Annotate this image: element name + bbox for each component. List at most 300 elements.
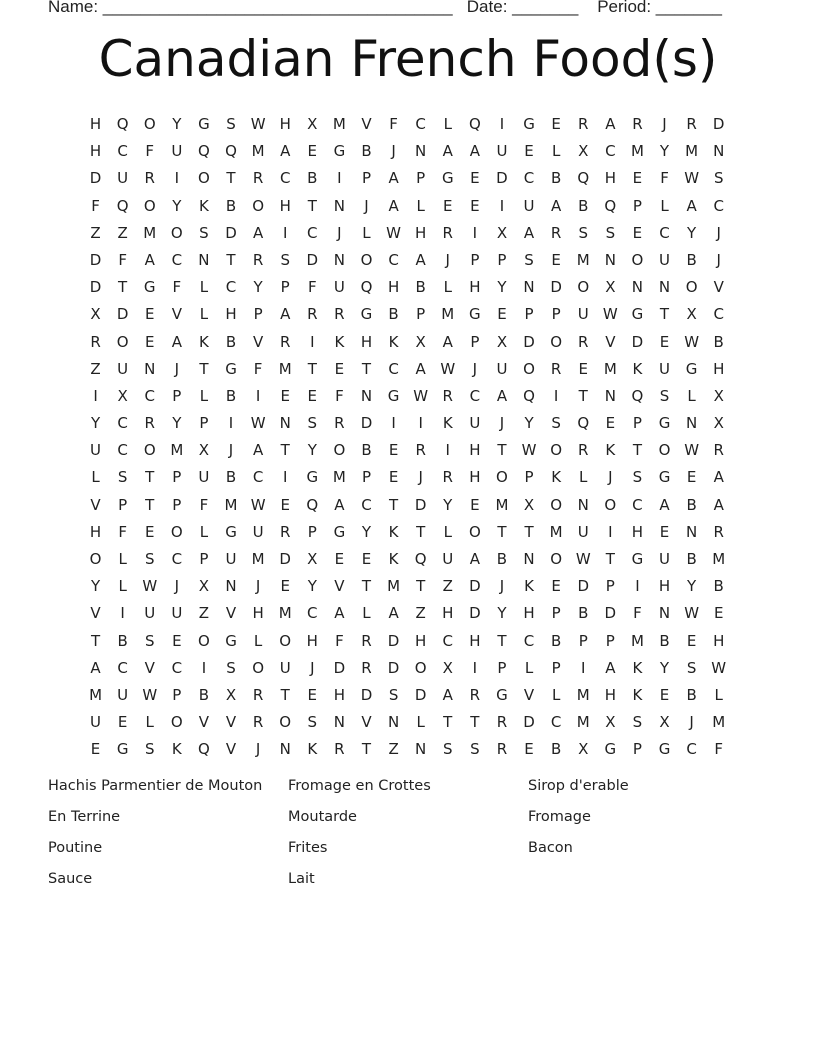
grid-letter: E <box>307 386 318 405</box>
grid-letter: R <box>334 305 345 324</box>
grid-letter: O <box>333 441 346 460</box>
grid-letter: A <box>496 386 508 405</box>
grid-letter: H <box>279 115 291 133</box>
grid-letter: B <box>686 250 697 269</box>
grid-letter: M <box>224 495 238 514</box>
grid-letter: E <box>632 169 643 188</box>
grid-letter: T <box>416 577 426 596</box>
grid-letter: U <box>171 604 183 623</box>
grid-letter: C <box>415 115 426 133</box>
grid-letter: V <box>713 278 724 297</box>
grid-letter: E <box>578 359 588 378</box>
grid-letter: S <box>144 631 155 650</box>
grid-letter: O <box>89 550 102 568</box>
grid-letter: C <box>117 658 128 677</box>
grid-letter: P <box>470 250 480 269</box>
grid-letter: K <box>524 577 534 596</box>
grid-letter: N <box>658 604 671 623</box>
grid-letter: O <box>468 522 481 541</box>
grid-letter: O <box>414 658 427 677</box>
grid-letter: N <box>604 386 616 405</box>
grid-row <box>82 386 732 413</box>
grid-letter: R <box>252 685 264 704</box>
grid-letter: M <box>549 522 563 541</box>
grid-letter: I <box>310 332 315 351</box>
grid-letter: Z <box>442 577 453 596</box>
grid-letter: R <box>442 386 453 405</box>
grid-letter: C <box>713 305 724 324</box>
grid-letter: I <box>282 468 288 487</box>
grid-letter: L <box>551 142 561 161</box>
grid-letter: C <box>388 359 399 378</box>
grid-letter: P <box>551 604 561 623</box>
grid-letter: E <box>632 223 643 242</box>
grid-letter: C <box>523 169 535 188</box>
grid-letter: Q <box>604 196 617 215</box>
grid-letter: J <box>391 142 396 161</box>
grid-letter: E <box>659 685 670 704</box>
grid-letter: R <box>361 658 372 677</box>
grid-letter: S <box>551 414 561 433</box>
grid-letter: B <box>686 550 697 568</box>
word-list <box>48 778 788 902</box>
grid-letter: T <box>388 495 399 514</box>
grid-letter: V <box>605 332 616 351</box>
grid-letter: U <box>659 359 670 378</box>
grid-letter: P <box>172 468 182 487</box>
grid-letter: X <box>117 386 128 405</box>
grid-letter: Q <box>468 115 481 133</box>
grid-letter: T <box>497 631 507 650</box>
grid-letter: C <box>388 250 399 269</box>
grid-letter: W <box>684 604 700 623</box>
grid-letter: A <box>442 142 453 161</box>
grid-letter: P <box>172 495 182 514</box>
grid-letter: A <box>90 658 101 677</box>
grid-letter: R <box>361 631 372 650</box>
grid-letter: E <box>144 332 155 351</box>
grid-letter: A <box>415 359 426 378</box>
grid-letter: C <box>171 658 183 677</box>
grid-letter: X <box>442 658 453 677</box>
grid-letter: W <box>250 414 266 433</box>
grid-letter: E <box>90 740 101 759</box>
grid-letter: Q <box>198 142 210 161</box>
grid-letter: Q <box>116 196 129 215</box>
grid-letter: E <box>470 196 480 215</box>
grid-letter: T <box>659 305 670 324</box>
grid-letter: J <box>364 196 369 215</box>
grid-row <box>82 712 732 739</box>
grid-letter: L <box>579 468 588 487</box>
grid-letter: W <box>684 441 700 460</box>
grid-letter: M <box>251 142 265 161</box>
grid-letter: K <box>388 332 399 351</box>
grid-letter: F <box>307 278 317 297</box>
grid-letter: Y <box>307 441 317 460</box>
grid-letter: F <box>145 142 155 161</box>
grid-letter: R <box>252 713 264 732</box>
grid-letter: K <box>388 550 399 568</box>
grid-letter: R <box>550 359 562 378</box>
grid-letter: P <box>280 278 290 297</box>
grid-letter: T <box>307 359 317 378</box>
grid-letter: Q <box>631 386 644 405</box>
grid-letter: B <box>550 631 562 650</box>
grid-letter: M <box>332 115 346 133</box>
grid-letter: G <box>658 468 671 487</box>
grid-letter: R <box>334 740 345 759</box>
grid-letter: B <box>225 386 237 405</box>
grid-letter: X <box>605 278 616 297</box>
grid-letter: D <box>414 685 427 704</box>
grid-letter: G <box>523 115 535 133</box>
grid-letter: X <box>713 386 724 405</box>
grid-letter: C <box>252 468 264 487</box>
grid-letter: E <box>470 495 480 514</box>
grid-letter: S <box>578 223 588 242</box>
grid-letter: C <box>117 142 128 161</box>
grid-letter: D <box>116 305 129 324</box>
grid-letter: B <box>361 441 372 460</box>
grid-letter: N <box>333 196 345 215</box>
grid-row <box>82 304 732 331</box>
grid-letter: E <box>144 522 155 541</box>
grid-letter: W <box>521 441 537 460</box>
grid-letter: L <box>443 115 452 133</box>
grid-letter: Y <box>443 495 453 514</box>
grid-letter: U <box>659 550 670 568</box>
grid-letter: P <box>199 414 209 433</box>
grid-letter: A <box>659 495 670 514</box>
grid-letter: R <box>686 115 697 133</box>
grid-letter: W <box>386 223 401 242</box>
grid-letter: V <box>90 604 101 623</box>
grid-row <box>82 168 732 195</box>
grid-letter: Q <box>414 550 427 568</box>
grid-letter: T <box>497 522 507 541</box>
grid-letter: N <box>631 278 644 297</box>
grid-letter: O <box>143 115 156 133</box>
grid-letter: D <box>387 658 400 677</box>
grid-letter: E <box>388 468 399 487</box>
grid-letter: R <box>442 468 453 487</box>
grid-letter: Y <box>687 223 697 242</box>
grid-letter: E <box>280 577 290 596</box>
grid-letter: S <box>524 250 534 269</box>
grid-letter: B <box>361 142 372 161</box>
grid-letter: I <box>581 658 586 677</box>
grid-letter: T <box>632 441 642 460</box>
grid-letter: B <box>117 631 128 650</box>
grid-letter: C <box>659 223 670 242</box>
grid-letter: U <box>117 359 129 378</box>
grid-letter: S <box>632 468 643 487</box>
grid-letter: P <box>551 658 561 677</box>
grid-letter: X <box>523 495 535 514</box>
grid-letter: W <box>250 495 266 514</box>
grid-letter: V <box>361 713 372 732</box>
grid-letter: U <box>577 305 589 324</box>
grid-row <box>82 576 732 603</box>
grid-row <box>82 685 732 712</box>
grid-letter: D <box>469 577 481 596</box>
grid-letter: H <box>252 604 264 623</box>
grid-letter: D <box>279 550 291 568</box>
grid-letter: A <box>469 550 480 568</box>
grid-letter: E <box>686 631 697 650</box>
grid-letter: S <box>713 169 724 188</box>
grid-letter: M <box>712 713 726 732</box>
grid-letter: I <box>553 386 559 405</box>
grid-row <box>82 359 732 386</box>
grid-letter: B <box>198 685 210 704</box>
grid-letter: E <box>117 713 128 732</box>
grid-letter: T <box>199 359 209 378</box>
grid-row <box>82 332 732 359</box>
grid-letter: K <box>442 414 453 433</box>
grid-letter: L <box>714 685 723 704</box>
grid-letter: S <box>307 713 318 732</box>
grid-letter: G <box>306 468 319 487</box>
grid-letter: U <box>577 522 589 541</box>
grid-letter: N <box>713 142 725 161</box>
grid-letter: J <box>716 223 721 242</box>
grid-letter: O <box>252 658 265 677</box>
grid-letter: E <box>172 631 182 650</box>
grid-letter: H <box>604 169 616 188</box>
grid-letter: O <box>523 359 535 378</box>
grid-letter: H <box>415 223 427 242</box>
grid-row <box>82 631 732 658</box>
grid-letter: T <box>145 495 155 514</box>
grid-letter: A <box>415 250 426 269</box>
grid-letter: G <box>685 359 698 378</box>
grid-letter: U <box>117 169 129 188</box>
word-list-item: Sirop d'erable <box>528 778 629 794</box>
grid-letter: Q <box>116 115 129 133</box>
grid-letter: M <box>441 305 455 324</box>
grid-letter: Y <box>687 577 697 596</box>
grid-letter: C <box>686 740 697 759</box>
grid-letter: K <box>605 441 616 460</box>
grid-row <box>82 223 732 250</box>
grid-letter: G <box>225 631 237 650</box>
grid-letter: E <box>280 495 290 514</box>
grid-letter: A <box>388 196 399 215</box>
grid-letter: A <box>713 495 724 514</box>
grid-letter: V <box>523 685 535 704</box>
grid-letter: P <box>361 169 371 188</box>
grid-letter: P <box>524 468 534 487</box>
grid-letter: N <box>279 414 291 433</box>
grid-letter: C <box>117 441 128 460</box>
grid-letter: Y <box>659 658 670 677</box>
grid-letter: X <box>198 577 210 596</box>
grid-letter: D <box>631 332 644 351</box>
grid-letter: O <box>550 332 563 351</box>
grid-letter: E <box>470 169 480 188</box>
grid-letter: O <box>198 631 210 650</box>
word-list-item: En Terrine <box>48 809 121 825</box>
grid-letter: U <box>144 604 156 623</box>
grid-letter: F <box>91 196 100 215</box>
grid-letter: B <box>713 577 724 596</box>
grid-letter: R <box>578 332 589 351</box>
grid-letter: Y <box>172 196 182 215</box>
grid-letter: I <box>228 414 234 433</box>
grid-letter: P <box>416 305 426 324</box>
grid-letter: E <box>144 305 155 324</box>
grid-letter: R <box>279 332 291 351</box>
grid-letter: A <box>605 115 616 133</box>
grid-letter: Y <box>307 577 317 596</box>
grid-letter: M <box>712 550 726 568</box>
grid-letter: E <box>551 115 561 133</box>
grid-letter: O <box>550 550 563 568</box>
grid-letter: Q <box>360 278 373 297</box>
grid-letter: B <box>550 740 562 759</box>
grid-letter: Q <box>577 414 590 433</box>
grid-letter: I <box>499 196 505 215</box>
grid-letter: T <box>443 713 453 732</box>
grid-letter: H <box>442 604 454 623</box>
grid-letter: U <box>171 142 183 161</box>
grid-letter: A <box>388 169 399 188</box>
grid-letter: I <box>120 604 125 623</box>
grid-letter: A <box>551 196 562 215</box>
grid-letter: M <box>251 550 265 568</box>
grid-letter: T <box>145 468 155 487</box>
grid-letter: Q <box>523 386 535 405</box>
grid-letter: T <box>280 685 290 704</box>
grid-letter: P <box>578 631 588 650</box>
grid-letter: P <box>199 550 209 568</box>
grid-letter: P <box>361 468 371 487</box>
grid-letter: B <box>659 631 670 650</box>
grid-letter: L <box>145 713 154 732</box>
word-list-item: Moutarde <box>288 809 357 825</box>
grid-letter: B <box>578 196 589 215</box>
grid-row <box>82 196 732 223</box>
grid-letter: T <box>470 713 480 732</box>
grid-letter: N <box>279 740 291 759</box>
grid-letter: B <box>307 169 318 188</box>
grid-row <box>82 658 732 685</box>
grid-letter: W <box>575 550 591 568</box>
grid-letter: C <box>171 550 183 568</box>
grid-letter: L <box>199 305 209 324</box>
grid-letter: S <box>659 386 670 405</box>
grid-letter: M <box>630 631 644 650</box>
grid-letter: Y <box>659 142 670 161</box>
grid-letter: O <box>279 713 292 732</box>
grid-letter: N <box>360 386 373 405</box>
grid-letter: Y <box>524 414 534 433</box>
grid-letter: E <box>280 386 290 405</box>
grid-letter: L <box>551 685 561 704</box>
grid-letter: X <box>198 441 210 460</box>
grid-letter: U <box>198 468 210 487</box>
grid-row <box>82 277 732 304</box>
grid-letter: V <box>171 305 182 324</box>
grid-letter: E <box>605 414 616 433</box>
grid-row <box>82 250 732 277</box>
grid-letter: T <box>280 441 290 460</box>
grid-letter: D <box>333 658 346 677</box>
grid-letter: K <box>551 468 562 487</box>
grid-letter: F <box>253 359 263 378</box>
grid-letter: X <box>90 305 101 324</box>
grid-letter: J <box>418 468 423 487</box>
grid-letter: Q <box>577 169 590 188</box>
grid-letter: D <box>523 332 535 351</box>
grid-letter: O <box>685 278 698 297</box>
grid-row <box>82 141 732 168</box>
grid-letter: O <box>360 250 373 269</box>
grid-letter: L <box>91 468 100 487</box>
grid-letter: H <box>713 359 725 378</box>
grid-letter: O <box>658 441 671 460</box>
grid-letter: U <box>333 278 345 297</box>
grid-letter: Y <box>90 414 101 433</box>
grid-letter: L <box>199 278 209 297</box>
grid-letter: A <box>686 196 697 215</box>
grid-letter: O <box>143 196 156 215</box>
grid-letter: G <box>604 740 617 759</box>
grid-letter: F <box>172 278 182 297</box>
grid-letter: S <box>226 115 236 133</box>
word-list-item: Lait <box>288 871 315 887</box>
grid-letter: J <box>499 577 505 596</box>
grid-letter: J <box>716 250 721 269</box>
word-list-item: Fromage <box>528 809 591 825</box>
grid-letter: I <box>608 522 613 541</box>
grid-letter: C <box>632 495 643 514</box>
grid-letter: M <box>685 142 699 161</box>
grid-letter: C <box>469 386 481 405</box>
grid-letter: I <box>201 658 207 677</box>
grid-letter: D <box>550 278 562 297</box>
grid-letter: Z <box>90 359 101 378</box>
grid-letter: C <box>605 142 616 161</box>
grid-letter: T <box>90 631 101 650</box>
grid-letter: R <box>442 223 453 242</box>
grid-letter: H <box>631 522 644 541</box>
grid-letter: X <box>225 685 237 704</box>
grid-letter: W <box>602 305 618 324</box>
grid-letter: E <box>334 550 345 568</box>
grid-letter: H <box>469 441 481 460</box>
grid-letter: F <box>389 115 398 133</box>
grid-letter: U <box>252 522 264 541</box>
grid-letter: Y <box>172 115 182 133</box>
grid-letter: I <box>472 223 478 242</box>
grid-letter: K <box>388 522 399 541</box>
grid-letter: A <box>334 604 345 623</box>
grid-letter: I <box>255 386 261 405</box>
grid-letter: Y <box>497 604 507 623</box>
grid-letter: N <box>577 495 589 514</box>
grid-letter: R <box>307 305 318 324</box>
grid-row <box>82 495 732 522</box>
grid-letter: H <box>360 332 373 351</box>
grid-letter: L <box>362 604 371 623</box>
grid-letter: V <box>225 604 237 623</box>
grid-letter: D <box>306 250 319 269</box>
grid-letter: W <box>413 386 429 405</box>
grid-letter: H <box>306 631 318 650</box>
